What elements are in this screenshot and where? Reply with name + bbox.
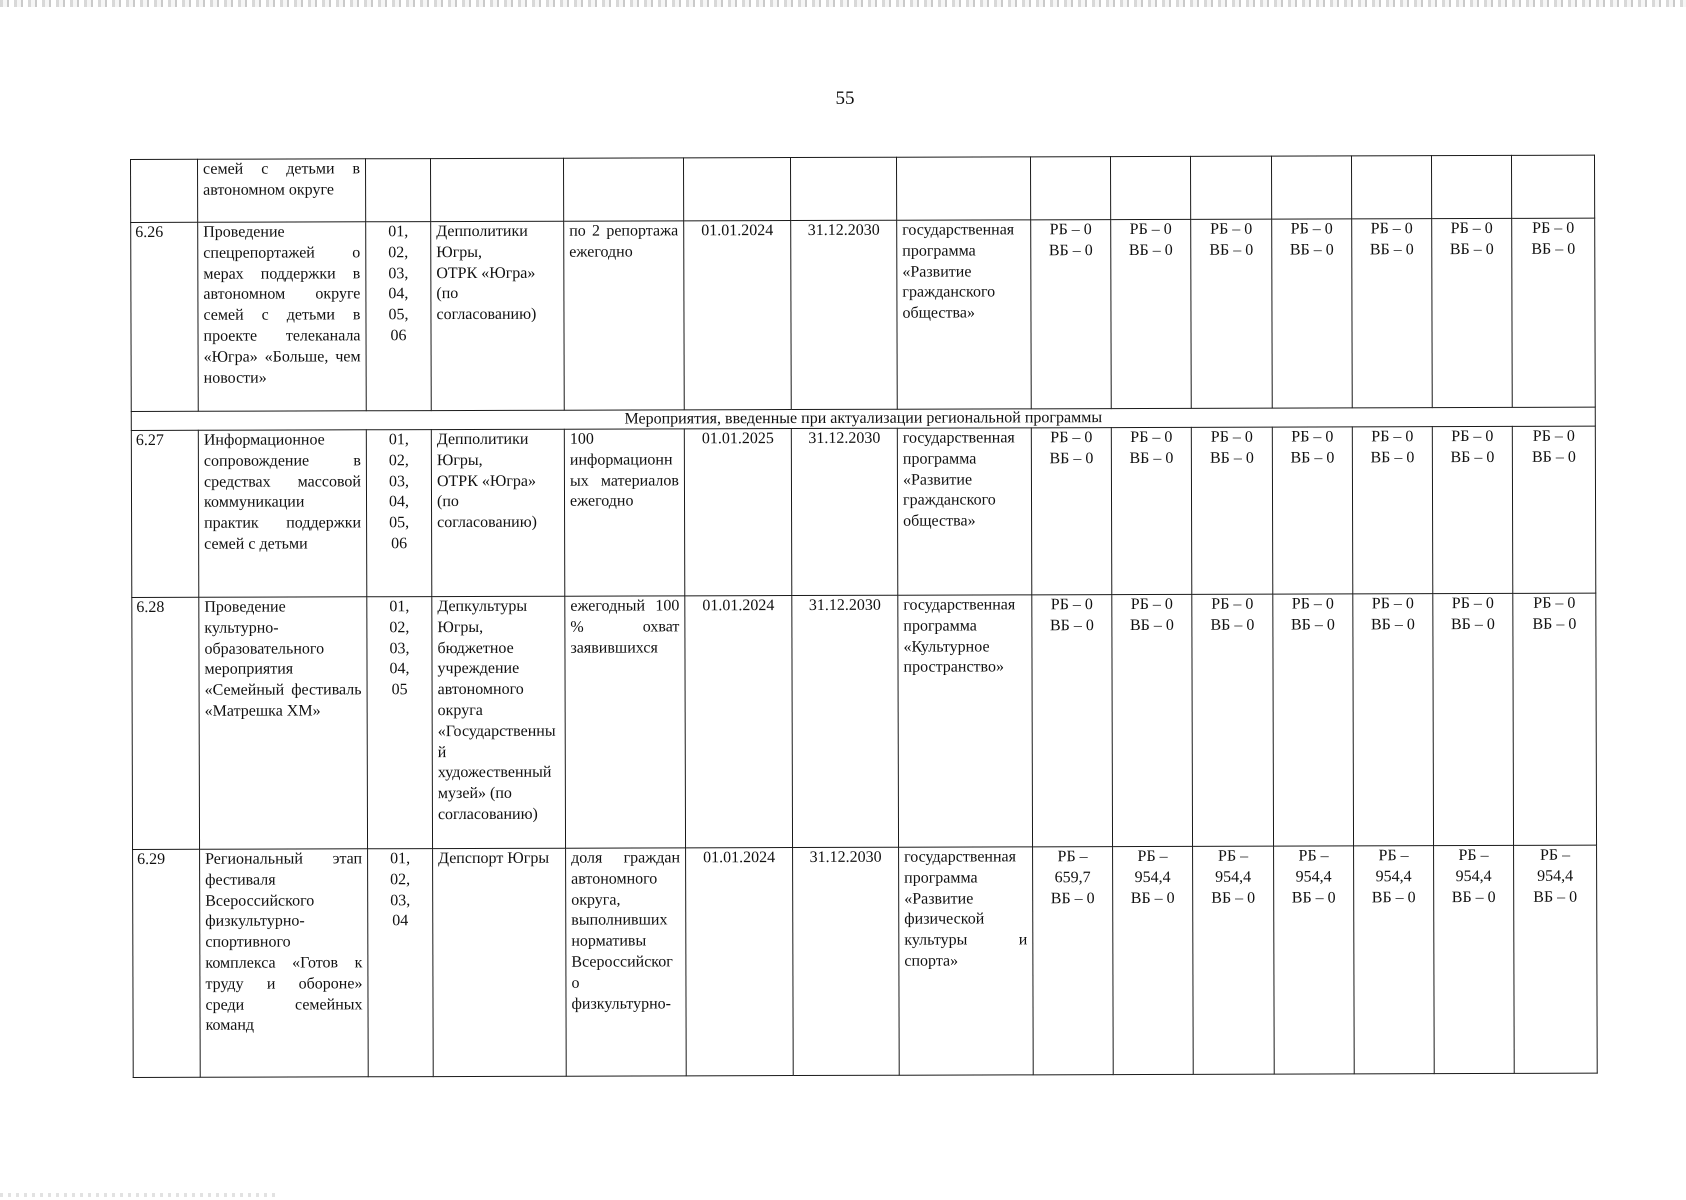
table-row-continuation	[131, 155, 1595, 222]
cell-funding: РБ – 0 ВБ – 0	[1031, 220, 1112, 409]
cell-program: государственная программа «Развитие гражданского общества»	[897, 428, 1031, 595]
cell-start-date: 01.01.2024	[686, 848, 794, 1076]
cell-program: государственная программа «Развитие гражданского общества»	[897, 220, 1032, 409]
cell-funding: РБ – 0 ВБ – 0	[1353, 594, 1434, 846]
cell-funding: РБ – 954,4 ВБ – 0	[1193, 846, 1275, 1074]
cell-num: 6.28	[132, 597, 200, 849]
cell-funding: РБ – 0 ВБ – 0	[1032, 595, 1113, 847]
cell-num: 6.29	[133, 849, 201, 1077]
cell-start-date: 01.01.2024	[684, 221, 792, 410]
cell-end-date: 31.12.2030	[791, 220, 898, 409]
cell-funding	[1511, 155, 1594, 218]
cell-end-date	[790, 157, 896, 220]
cell-activity-name: Региональный этап фестиваля Всероссийского физкультурно-спортивного комплекса «Готов к труду и обороне» среди семейных команд	[200, 849, 369, 1077]
scan-edge-top	[0, 0, 1686, 7]
cell-funding	[1271, 156, 1351, 219]
cell-result: по 2 репортажа ежегодно	[564, 221, 685, 410]
table-row	[133, 845, 1598, 1077]
cell-funding: РБ – 0 ВБ – 0	[1352, 427, 1432, 594]
cell-funding: РБ – 0 ВБ – 0	[1273, 594, 1354, 846]
cell-funding	[1351, 156, 1431, 219]
cell-end-date: 31.12.2030	[791, 428, 897, 595]
cell-funding: РБ – 0 ВБ – 0	[1191, 427, 1272, 594]
cell-funding: РБ – 0 ВБ – 0	[1031, 428, 1111, 595]
cell-program: государственная программа «Развитие физической культуры и спорта»	[899, 847, 1034, 1075]
cell-start-date	[683, 158, 790, 221]
cell-executor: Депкультуры Югры, бюджетное учреждение автономного округа «Государственный художественный музей» (по согласованию)	[432, 596, 566, 848]
cell-funding: РБ – 0 ВБ – 0	[1111, 427, 1191, 594]
cell-funding: РБ – 954,4 ВБ – 0	[1113, 846, 1194, 1074]
cell-funding: РБ – 954,4 ВБ – 0	[1354, 846, 1435, 1074]
cell-codes: 01, 02, 03, 04, 05, 06	[366, 430, 431, 597]
cell-result: 100 информационных материалов ежегодно	[564, 429, 684, 596]
cell-program: государственная программа «Культурное пространство»	[898, 595, 1033, 847]
cell-funding: РБ – 0 ВБ – 0	[1192, 594, 1274, 846]
activities-table	[130, 155, 1598, 1078]
cell-program	[896, 157, 1030, 220]
cell-start-date: 01.01.2025	[684, 429, 791, 596]
cell-num: 6.27	[131, 430, 198, 597]
cell-funding: РБ – 0 ВБ – 0	[1512, 218, 1596, 407]
cell-codes: 01, 02, 03, 04, 05	[367, 597, 433, 849]
section-heading: Мероприятия, введенные при актуализации региональной программы	[131, 407, 1595, 430]
cell-funding: РБ – 659,7 ВБ – 0	[1033, 847, 1114, 1075]
cell-funding: РБ – 0 ВБ – 0	[1513, 593, 1597, 845]
cell-result	[563, 158, 683, 221]
cell-funding: РБ – 0 ВБ – 0	[1272, 427, 1352, 594]
table-row	[132, 593, 1597, 849]
cell-activity-name: Информационное сопровождение в средствах массовой коммуникации практик поддержки семей с детьми	[198, 430, 366, 597]
cell-num	[131, 159, 198, 222]
cell-start-date: 01.01.2024	[685, 596, 793, 848]
cell-activity-name: Проведение спецрепортажей о мерах поддержки в автономном округе семей с детьми в проекте телеканала «Югра» «Больше, чем новости»	[198, 222, 367, 411]
scan-edge-bottom	[0, 1193, 280, 1197]
cell-funding	[1431, 155, 1511, 218]
cell-funding: РБ – 0 ВБ – 0	[1352, 219, 1433, 408]
cell-funding: РБ – 0 ВБ – 0	[1512, 426, 1595, 593]
cell-result: доля граждан автономного округа, выполнивших нормативы Всероссийского физкультурно-	[566, 848, 687, 1076]
cell-result: ежегодный 100 % охват заявившихся	[565, 596, 686, 848]
table-row	[131, 426, 1595, 597]
cell-executor: Депспорт Югры	[433, 848, 567, 1076]
cell-funding	[1190, 156, 1271, 219]
cell-funding: РБ – 0 ВБ – 0	[1112, 594, 1193, 846]
cell-executor	[431, 158, 564, 221]
cell-codes: 01, 02, 03, 04, 05, 06	[366, 222, 432, 411]
cell-funding: РБ – 954,4 ВБ – 0	[1274, 846, 1355, 1074]
cell-funding: РБ – 954,4 ВБ – 0	[1434, 845, 1515, 1073]
cell-funding	[1110, 156, 1190, 219]
cell-executor: Депполитики Югры, ОТРК «Югра» (по согласованию)	[431, 429, 564, 596]
cell-funding: РБ – 0 ВБ – 0	[1272, 219, 1353, 408]
cell-executor: Депполитики Югры, ОТРК «Югра» (по согласованию)	[431, 221, 565, 410]
cell-codes: 01, 02, 03, 04	[368, 849, 434, 1077]
cell-funding: РБ – 0 ВБ – 0	[1432, 426, 1512, 593]
cell-activity-name: семей с детьми в автономном округе	[198, 159, 366, 222]
page-number: 55	[835, 88, 855, 109]
cell-funding: РБ – 0 ВБ – 0	[1111, 219, 1192, 408]
cell-num: 6.26	[131, 222, 199, 411]
cell-funding: РБ – 0 ВБ – 0	[1433, 593, 1514, 845]
cell-funding: РБ – 0 ВБ – 0	[1191, 219, 1273, 408]
table-row	[131, 218, 1596, 411]
cell-activity-name: Проведение культурно-образовательного мероприятия «Семейный фестиваль «Матрешка ХМ»	[199, 597, 368, 849]
cell-funding: РБ – 954,4 ВБ – 0	[1514, 845, 1598, 1073]
cell-end-date: 31.12.2030	[793, 847, 900, 1075]
cell-funding: РБ – 0 ВБ – 0	[1432, 218, 1513, 407]
cell-codes	[366, 159, 431, 222]
cell-end-date: 31.12.2030	[792, 595, 899, 847]
cell-funding	[1030, 157, 1110, 220]
